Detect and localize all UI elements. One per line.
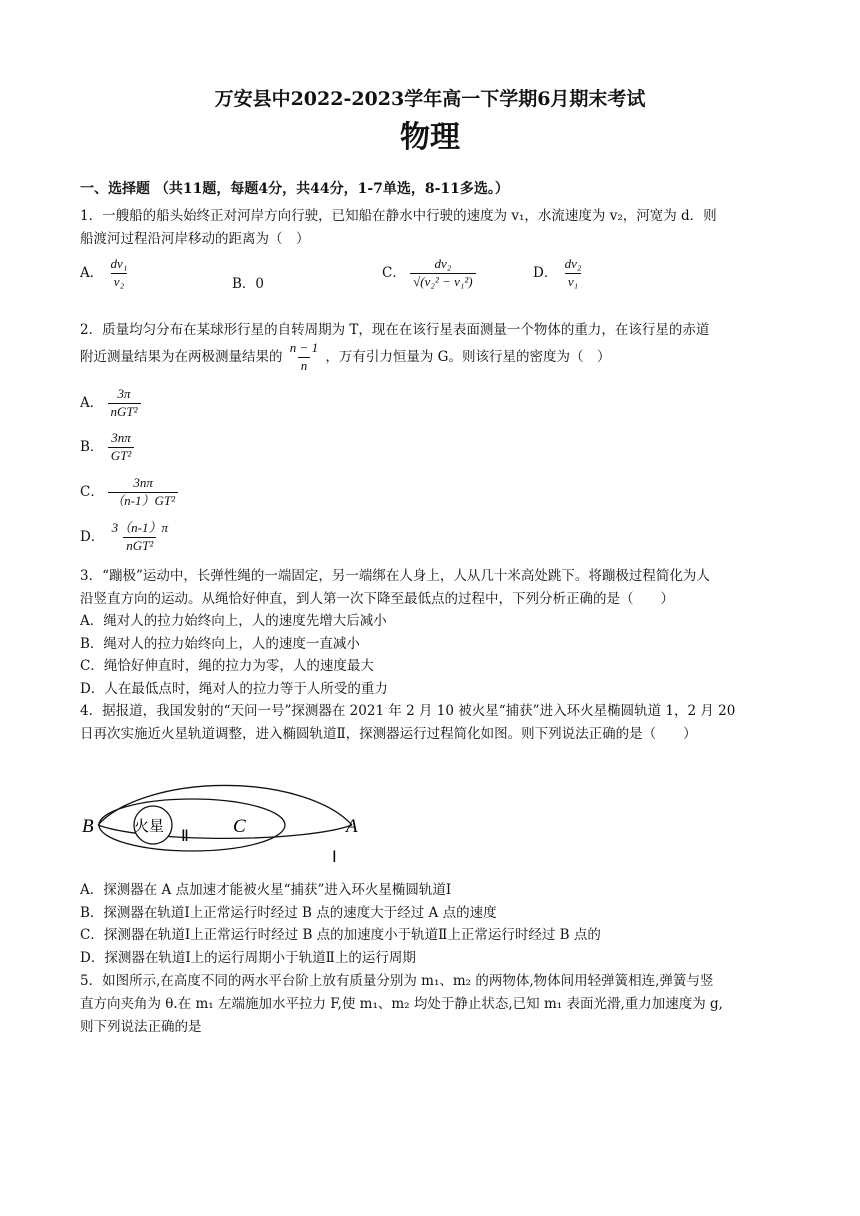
option-label: A． [80, 394, 104, 411]
denominator: √(v₂² − v₁²) [410, 273, 475, 290]
numerator: dv₂ [564, 256, 582, 271]
exam-title: 万安县中2022-2023学年高一下学期6月期末考试 [214, 88, 646, 110]
option-label: C． [80, 483, 104, 500]
option-label: B． [80, 438, 104, 455]
fraction [108, 387, 141, 420]
numerator: 3nπ [133, 475, 153, 490]
q1-stem-line2: 船渡河过程沿河岸移动的距离为（ ） [80, 231, 310, 247]
denominator: n [298, 357, 311, 374]
orbit-ii-label: Ⅱ [181, 828, 189, 845]
fraction [109, 521, 171, 554]
fraction [410, 257, 475, 290]
q1-option-c [382, 257, 476, 290]
q4-option-a: A．探测器在 A 点加速才能被火星“捕获”进入环火星椭圆轨道Ⅰ [80, 882, 452, 898]
denominator: v₁ [565, 273, 581, 290]
q5-stem-line3: 则下列说法正确的是 [80, 1019, 202, 1035]
denominator: nGT² [108, 403, 141, 420]
q4-stem-line1: 4．据报道，我国发射的“天问一号”探测器在 2021 年 2 月 10 被火星“捕获”进入环火星椭圆轨道 1，2 月 20 [80, 703, 736, 719]
fraction [108, 476, 178, 509]
q4-option-c: C．探测器在轨道Ⅰ上正常运行时经过 B 点的加速度小于轨道Ⅱ上正常运行时经过 B 点的 [80, 927, 601, 943]
numerator: dv₂ [434, 256, 452, 271]
fraction [108, 257, 131, 290]
point-c-label: C [233, 816, 246, 837]
section-heading: 一、选择题 （共11题，每题4分，共44分，1-7单选，8-11多选。） [80, 181, 509, 197]
q1-option-a [80, 257, 130, 290]
numerator: 3π [117, 386, 131, 401]
numerator: dv₁ [110, 256, 128, 271]
orbit-i-label: Ⅰ [332, 849, 337, 866]
denominator: （n-1）GT² [108, 492, 178, 509]
option-label: D． [80, 528, 105, 545]
q2-stem-line1: 2．质量均匀分布在某球形行星的自转周期为 T，现在在该行星表面测量一个物体的重力，在该行星的赤道 [80, 322, 710, 338]
q4-option-b: B．探测器在轨道Ⅰ上正常运行时经过 B 点的速度大于经过 A 点的速度 [80, 905, 497, 921]
planet-label: 火星 [134, 819, 165, 835]
q4-option-d: D．探测器在轨道Ⅰ上的运行周期小于轨道Ⅱ上的运行周期 [80, 950, 416, 966]
denominator: GT² [108, 447, 135, 464]
numerator: 3nπ [111, 430, 131, 445]
q5-stem-line1: 5．如图所示,在高度不同的两水平台阶上放有质量分别为 m₁、m₂ 的两物体,物体间用轻弹簧相连,弹簧与竖 [80, 973, 714, 989]
fraction [562, 257, 585, 290]
ratio-fraction [287, 341, 321, 374]
subject-title: 物理 [400, 120, 460, 155]
orbit-diagram [76, 748, 376, 873]
point-b-label: B [82, 816, 94, 837]
denominator: nGT² [123, 537, 156, 554]
option-label: A． [80, 264, 104, 281]
q1-option-b: B．0 [232, 276, 265, 292]
numerator: n − 1 [289, 340, 319, 355]
q3-option-b: B．绳对人的拉力始终向上，人的速度一直减小 [80, 636, 360, 652]
q4-stem-line2: 日再次实施近火星轨道调整，进入椭圆轨道Ⅱ，探测器运行过程简化如图。则下列说法正确的是（ ） [80, 726, 697, 742]
q1-option-d [533, 257, 584, 290]
denominator: v₂ [111, 273, 127, 290]
q2-option-a [80, 387, 141, 420]
numerator: 3（n-1）π [111, 520, 168, 535]
q2-option-d [80, 521, 171, 554]
fraction [108, 431, 135, 464]
point-a-label: A [346, 816, 358, 837]
q3-option-d: D．人在最低点时，绳对人的拉力等于人所受的重力 [80, 681, 388, 697]
option-label: C． [382, 264, 406, 281]
q2-stem-line2 [80, 341, 610, 374]
q2-stem-pre: 附近测量结果为在两极测量结果的 [80, 348, 283, 365]
q2-stem-post: ，万有引力恒量为 G。则该行星的密度为（ ） [325, 348, 611, 365]
q3-option-a: A．绳对人的拉力始终向上，人的速度先增大后减小 [80, 613, 387, 629]
q3-stem-line1: 3．“蹦极”运动中，长弹性绳的一端固定，另一端绑在人身上，人从几十米高处跳下。将蹦极过程简化为人 [80, 568, 710, 584]
q5-stem-line2: 直方向夹角为 θ.在 m₁ 左端施加水平拉力 F,使 m₁、m₂ 均处于静止状态,已知 m₁ 表面光滑,重力加速度为 g, [80, 996, 723, 1012]
q1-stem-line1: 1．一艘船的船头始终正对河岸方向行驶，已知船在静水中行驶的速度为 v₁，水流速度为 v₂，河宽为 d．则 [80, 208, 717, 224]
q2-option-b [80, 431, 134, 464]
q2-option-c [80, 476, 178, 509]
q3-option-c: C．绳恰好伸直时，绳的拉力为零，人的速度最大 [80, 658, 374, 674]
option-label: D． [533, 264, 558, 281]
q3-stem-line2: 沿竖直方向的运动。从绳恰好伸直，到人第一次下降至最低点的过程中，下列分析正确的是（ ） [80, 591, 674, 607]
orbit-ii [99, 799, 285, 851]
